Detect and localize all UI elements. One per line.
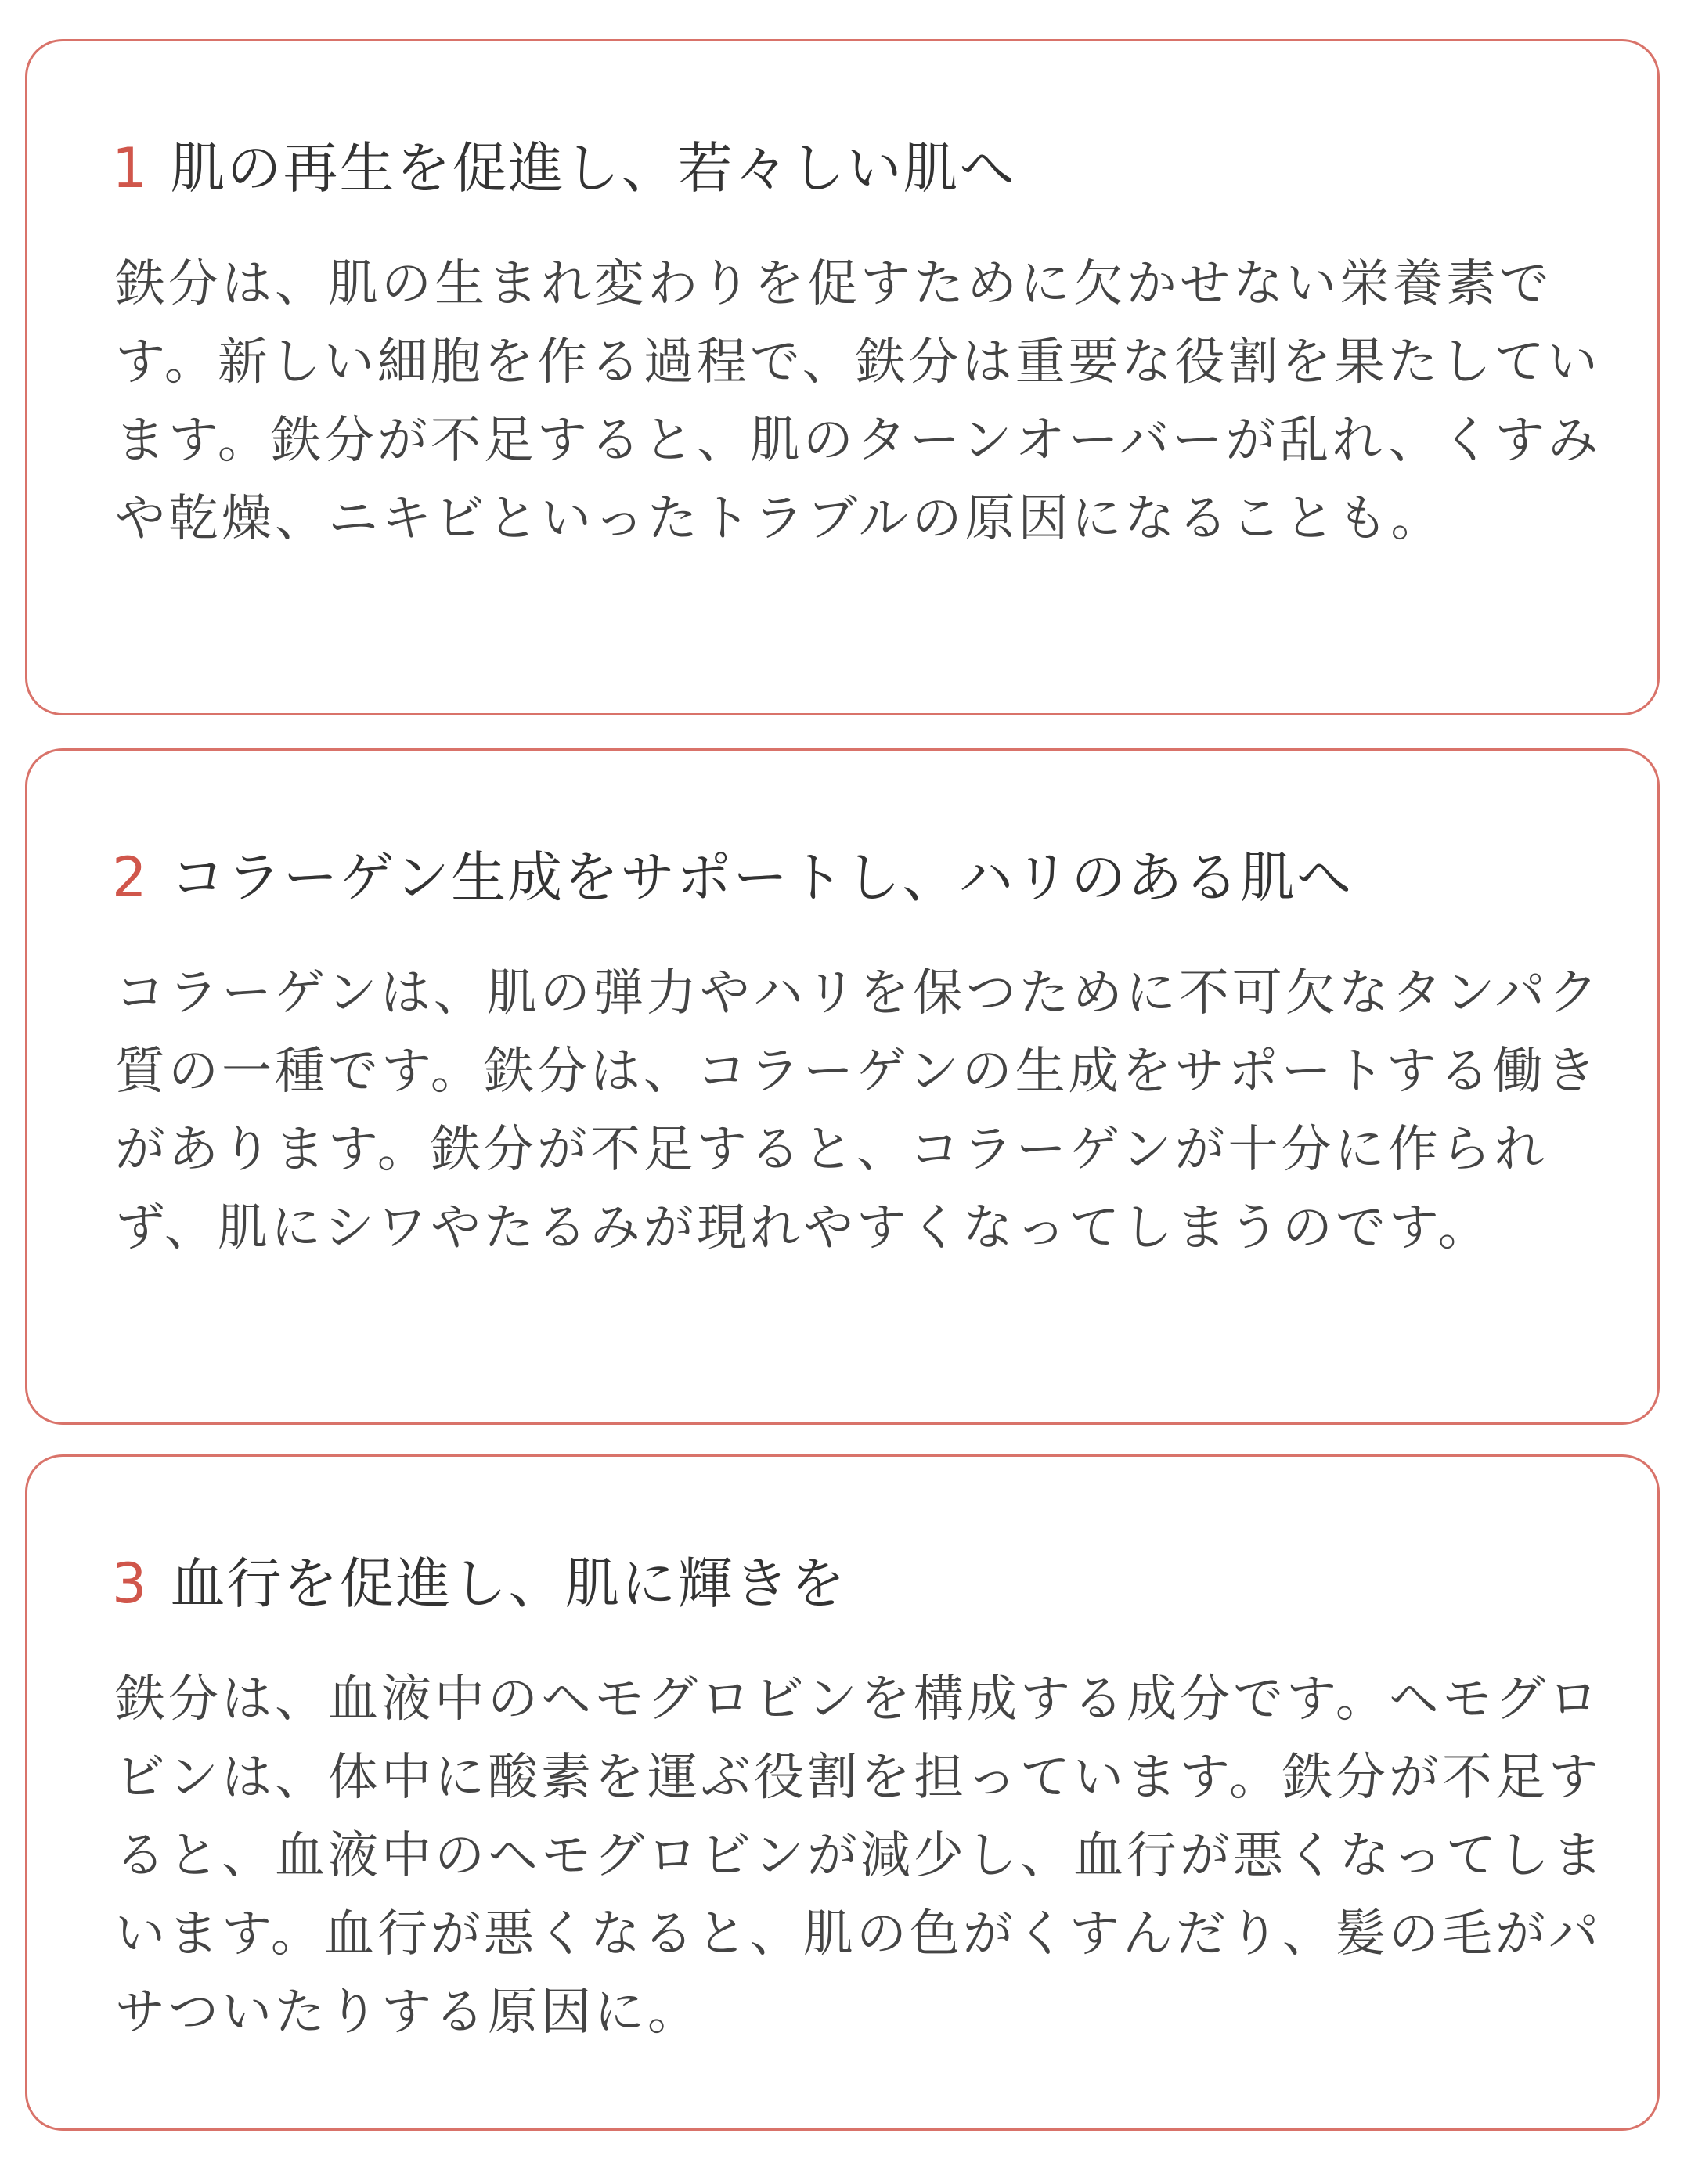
card-title: コラーゲン生成をサポートし、ハリのある肌へ: [170, 845, 1354, 910]
card-heading: [112, 838, 1353, 917]
card-heading: [112, 129, 1016, 207]
card-title: 肌の再生を促進し、若々しい肌へ: [170, 136, 1016, 200]
benefit-card-1: [25, 39, 1660, 715]
card-body-text: 鉄分は、肌の生まれ変わりを促すために欠かせない栄養素です。新しい細胞を作る過程で、鉄分は重要な役割を果たしています。鉄分が不足すると、肌のターンオーバーが乱れ、くすみや乾燥、ニキビといったトラブルの原因になることも。: [115, 255, 1602, 548]
card-heading: [112, 1544, 847, 1623]
card-body-text: コラーゲンは、肌の弾力やハリを保つために不可欠なタンパク質の一種です。鉄分は、コラーゲンの生成をサポートする働きがあります。鉄分が不足すると、コラーゲンが十分に作られず、肌にシワやたるみが現れやすくなってしまうのです。: [115, 964, 1602, 1257]
card-body-text: 鉄分は、血液中のヘモグロビンを構成する成分です。ヘモグロビンは、体中に酸素を運ぶ役割を担っています。鉄分が不足すると、血液中のヘモグロビンが減少し、血行が悪くなってしまいます。血行が悪くなると、肌の色がくすんだり、髪の毛がパサついたりする原因に。: [115, 1670, 1606, 2042]
card-number: 1: [112, 136, 149, 200]
card-number: 3: [112, 1552, 149, 1616]
card-title: 血行を促進し、肌に輝きを: [170, 1552, 847, 1616]
benefit-card-2: [25, 748, 1660, 1425]
benefit-card-3: [25, 1454, 1660, 2131]
card-number: 2: [112, 845, 149, 910]
